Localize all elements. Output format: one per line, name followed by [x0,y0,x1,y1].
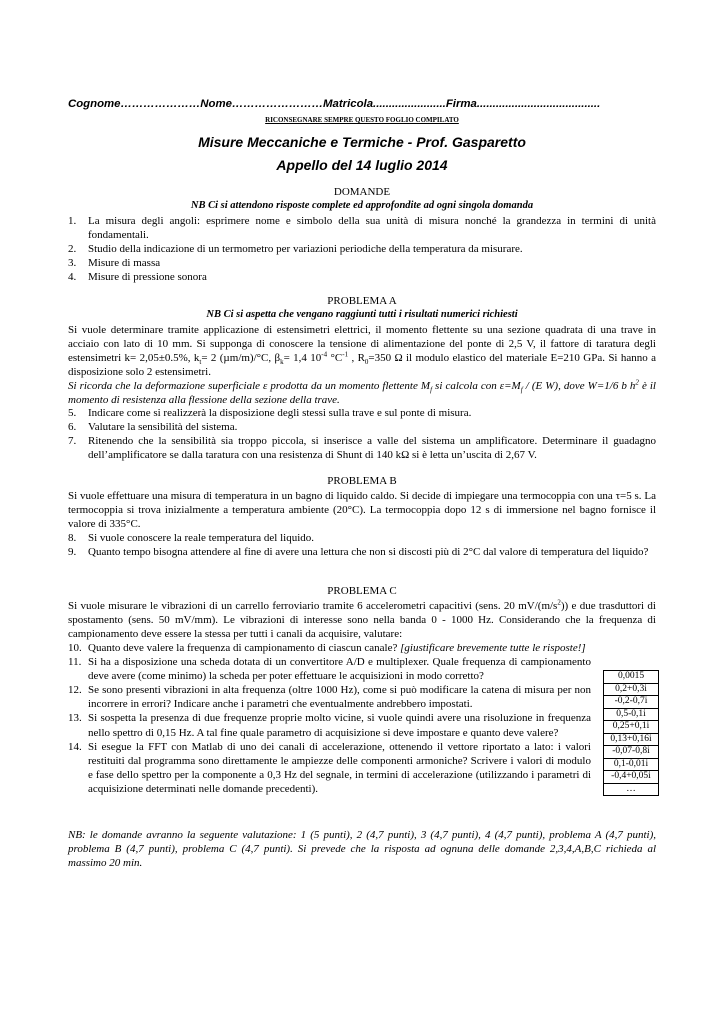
problema-b-intro: Si vuole effettuare una misura di temperatura in un bagno di liquido caldo. Si decide di impiegare una termocoppia con una τ=5 s. La termocoppia si trova inizialmente a temperatura ambiente (20°C). La termocoppia dopo 12 s di immersione nel bagno fornisce il valore di 335°C. [68,490,656,531]
question-item: 3. Misure di massa [68,257,161,270]
question-item: 11. Si ha a disposizione una scheda dotata di un convertitore A/D e multiplexer. Quale frequenza di campionamento deve avere (come minimo) la scheda per poter effettuare le acquisizioni in modo corretto? [68,656,591,683]
fft-value: 0,13+0,16i [604,733,659,746]
problema-a-heading: PROBLEMA A [327,295,397,307]
question-item: 1. La misura degli angoli: esprimere nome e simbolo della sua unità di misura nonché la grandezza in termini di unità fondamentali. [68,215,656,242]
fft-value: 0,5-0,1i [604,708,659,721]
question-item: 9. Quanto tempo bisogna attendere al fine di avere una lettura che non si discosti più di 2°C dal valore di temperatura del liquido? [68,546,649,559]
problema-b-heading: PROBLEMA B [327,475,397,487]
exam-date: Appello del 14 luglio 2014 [276,157,448,173]
question-item: 12. Se sono presenti vibrazioni in alta frequenza (oltre 1000 Hz), come si può modificare la catena di misura per non incorrere in errori? Indicare anche i parametri che eventualmente andrebbero impostati. [68,684,591,711]
question-item: 8. Si vuole conoscere la reale temperatura del liquido. [68,532,315,544]
fft-value: 0,25+0,1i [604,721,659,734]
domande-list [68,214,656,284]
fft-value: -0,2-0,7i [604,696,659,709]
fft-value: 0,0015 [604,671,659,684]
problema-a-hint: Si ricorda che la deformazione superficiale ε prodotta da un momento flettente $M_f$ si calcola con $\varepsilon=M_f / (E$ W), dove W=1/6 b $h^2$ è il momento di resistenza alla flessione della sezione della trave. [68,378,656,407]
grading-note: NB: le domande avranno la seguente valutazione: 1 (5 punti), 2 (4,7 punti), 3 (4,7 punti), 4 (4,7 punti), problema A (4,7 punti), problema B (4,7 punti), problema C (4,7 punti). Si prevede che la risposta ad ognuna delle domande 2,3,4,A,B,C richieda al massimo 20 min. [68,829,656,870]
fft-value: -0,4+0,05i [604,771,659,784]
course-title: Misure Meccaniche e Termiche - Prof. Gasparetto [198,134,526,150]
student-fields-line: Cognome…………………Nome……………………Matricola.......................Firma....................................... [68,98,601,110]
problema-a-list [68,406,656,462]
domande-nb: NB Ci si attendono risposte complete ed approfondite ad ogni singola domanda [190,200,534,211]
fft-value: -0,07-0,8i [604,746,659,759]
problema-c-heading: PROBLEMA C [327,585,397,597]
question-item: 13. Si sospetta la presenza di due frequenze proprie molto vicine, si vuole quindi avere una risoluzione in frequenza nello spettro di 0,15 Hz. A tal fine quale parametro di acquisizione si deve impostare e quanto deve valere? [68,712,591,739]
fft-value: 0,1-0,01i [604,758,659,771]
question-item: 7. Ritenendo che la sensibilità sia troppo piccola, si inserisce a valle del sistema un amplificatore. Determinare il guadagno dell’amplificatore se dalla taratura con una resistenza di Shunt di 140 kΩ si è letta un’uscita di 2,67 V. [68,435,656,462]
question-item: 14. Si esegue la FFT con Matlab di uno dei canali di accelerazione, ottenendo il vettore riportato a lato: i valori restituiti dal programma sono direttamente le ampiezze delle componenti armoniche? Scrivere i valori di modulo e fase dello spettro per la componente a 0,3 Hz del segnale, in termini di accelerazione (utilizzando i parametri di acquisizione determinati nelle domande precedenti). [68,740,591,795]
question-item: 2. Studio della indicazione di un termometro per variazioni periodiche della temperatura da misurare. [68,243,523,256]
domande-heading: DOMANDE [333,186,391,198]
question-item: 4. Misure di pressione sonora [68,271,207,284]
question-item: 10. Quanto deve valere la frequenza di campionamento di ciascun canale? [giustificare brevemente tutte le risposte!] [68,642,586,654]
problema-b-list [68,531,656,559]
question-item: 6. Valutare la sensibilità del sistema. [68,421,238,434]
problema-c-list [68,641,656,796]
fft-value: … [604,783,659,796]
problema-c-intro: Si vuole misurare le vibrazioni di un carrello ferroviario tramite 6 accelerometri capacitivi (sens. 20 $mV/(m/s^2)$) e due trasduttori di spostamento (sens. 50 mV/mm). Le vibrazioni di interesse sono nella banda 0 - 1000 Hz. Considerando che la frequenza di campionamento deve essere la stessa per tutti i canali da acquisire, valutare: [68,598,656,641]
fft-value: 0,2+0,3i [604,683,659,696]
problema-a-intro: Si vuole determinare tramite applicazione di estensimetri elettrici, il momento flettente su una sezione quadrata di una trave in acciaio con lato di 10 mm. Si supponga di conoscere la tensione di alimentazione del ponte di 2,5 V, il fattore di taratura degli estensimetri k= 2,05±0.5%, $k_t= 2$ (µm/m)/°C, $\beta_k= 1,4$ $10^{-4}$ $^\circ C^{-1}$ , $R_0=350$ Ω il modulo elastico del materiale E=210 GPa. Si hanno a disposizione solo 2 estensimetri. [68,324,656,379]
return-notice: RICONSEGNARE SEMPRE QUESTO FOGLIO COMPILATO [265,116,459,124]
fft-vector-table [603,670,659,796]
question-item: 5. Indicare come si realizzerà la disposizione degli stessi sulla trave e sul ponte di misura. [68,407,472,419]
problema-a-nb: NB Ci si aspetta che vengano raggiunti tutti i risultati numerici richiesti [206,309,518,320]
